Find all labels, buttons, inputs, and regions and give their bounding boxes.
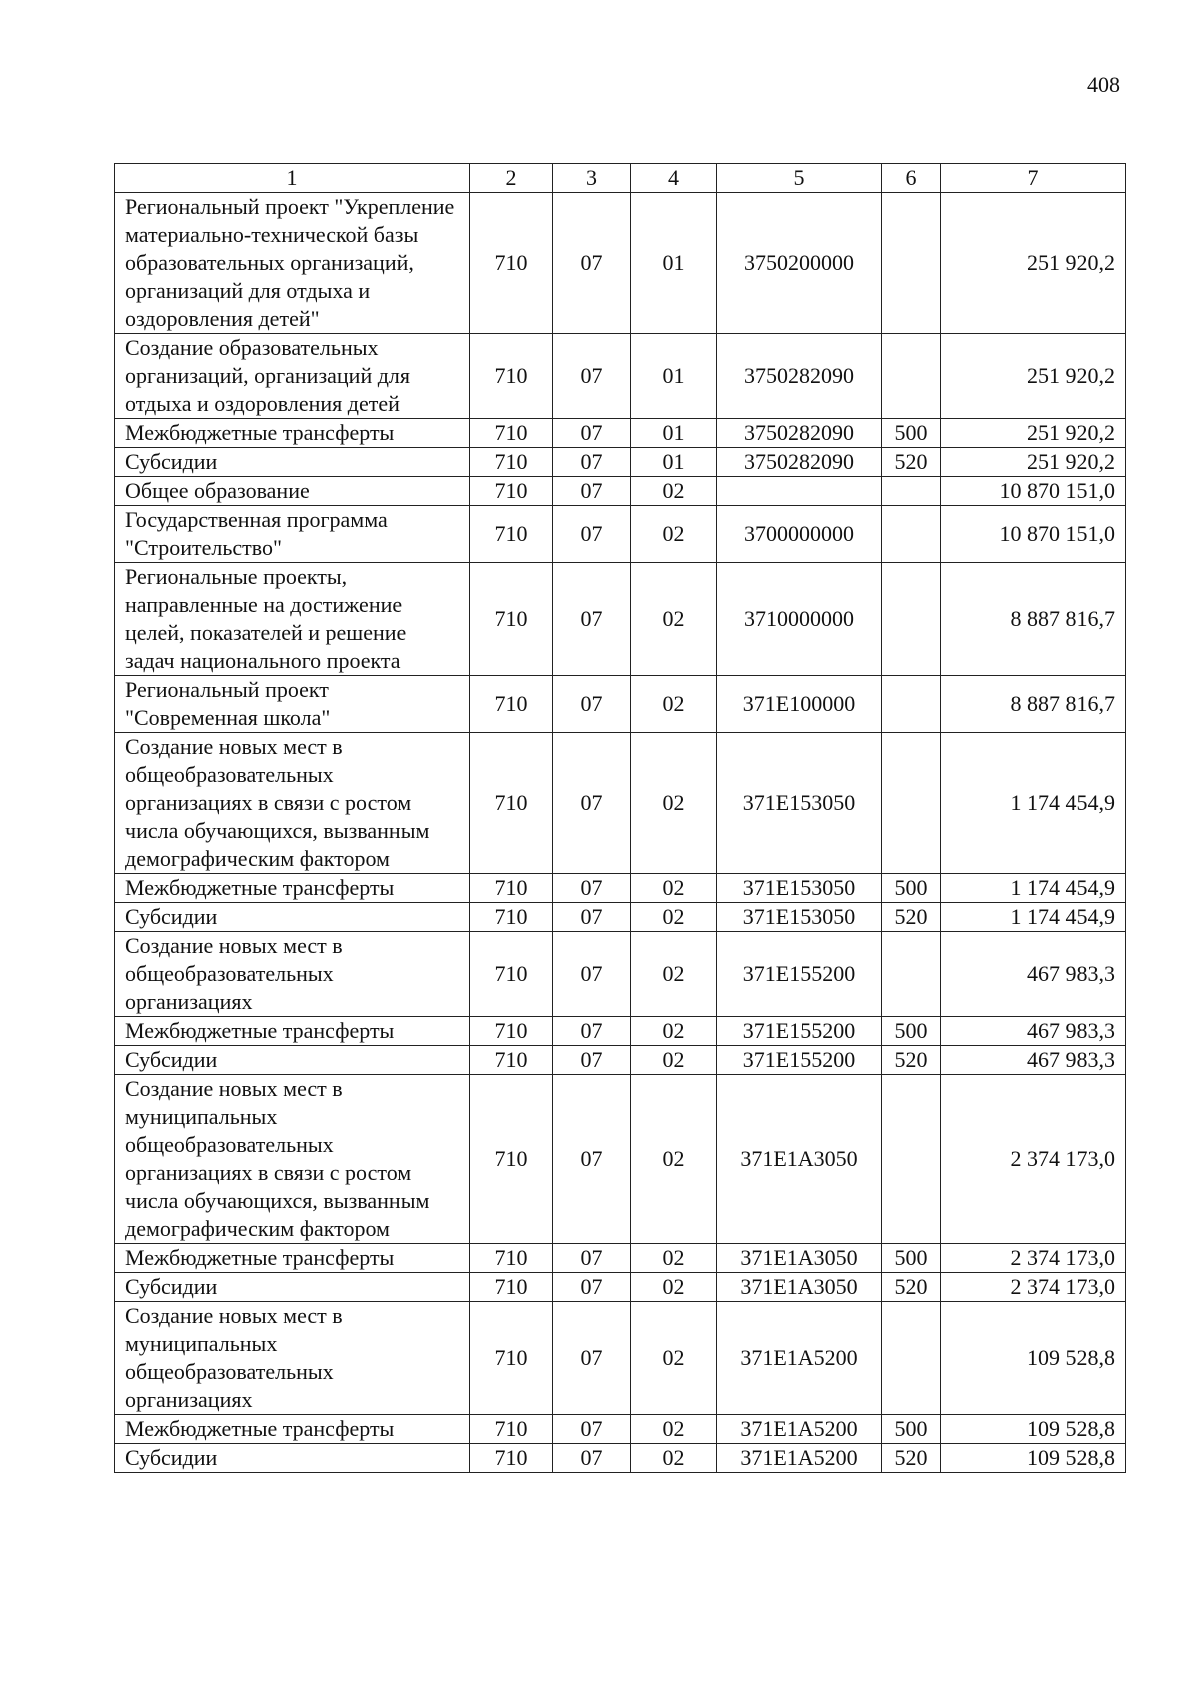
row-amount: 10 870 151,0 [941,506,1126,563]
row-name: Межбюджетные трансферты [115,1017,470,1046]
header-cell-1: 1 [115,164,470,193]
table-row [115,1444,1126,1473]
row-subsection: 02 [631,1415,717,1444]
row-section: 07 [553,1046,631,1075]
row-admin-code: 710 [470,1302,553,1415]
row-target-code: 371E1A3050 [717,1244,882,1273]
row-name: Создание образовательных организаций, организаций для отдыха и оздоровления детей [115,334,470,419]
row-target-code: 3750200000 [717,193,882,334]
row-target-code: 371E155200 [717,1017,882,1046]
row-target-code: 371E1A5200 [717,1415,882,1444]
row-subsection: 02 [631,477,717,506]
row-expense-type [882,733,941,874]
row-admin-code: 710 [470,1444,553,1473]
row-section: 07 [553,874,631,903]
row-amount: 467 983,3 [941,1017,1126,1046]
row-name: Создание новых мест в муниципальных общеобразовательных организациях в связи с ростом числа обучающихся, вызванным демографическим фактором [115,1075,470,1244]
row-subsection: 02 [631,1273,717,1302]
row-section: 07 [553,1444,631,1473]
row-name: Общее образование [115,477,470,506]
header-cell-3: 3 [553,164,631,193]
table-row [115,1273,1126,1302]
row-expense-type: 520 [882,1444,941,1473]
row-target-code: 371E1A5200 [717,1444,882,1473]
row-amount: 109 528,8 [941,1444,1126,1473]
row-admin-code: 710 [470,932,553,1017]
row-expense-type [882,193,941,334]
row-amount: 8 887 816,7 [941,676,1126,733]
row-expense-type: 520 [882,448,941,477]
row-name: Субсидии [115,448,470,477]
row-target-code: 371E100000 [717,676,882,733]
row-expense-type [882,932,941,1017]
row-amount: 2 374 173,0 [941,1273,1126,1302]
row-subsection: 02 [631,1302,717,1415]
row-admin-code: 710 [470,1244,553,1273]
row-subsection: 02 [631,1075,717,1244]
table-row [115,932,1126,1017]
row-name: Государственная программа "Строительство" [115,506,470,563]
row-target-code: 3750282090 [717,334,882,419]
row-name: Создание новых мест в общеобразовательных организациях [115,932,470,1017]
row-subsection: 02 [631,1017,717,1046]
header-row [115,164,1126,193]
row-admin-code: 710 [470,193,553,334]
row-subsection: 02 [631,1046,717,1075]
row-expense-type [882,506,941,563]
row-name: Субсидии [115,1046,470,1075]
budget-table [114,163,1126,1473]
row-admin-code: 710 [470,448,553,477]
row-amount: 1 174 454,9 [941,903,1126,932]
row-section: 07 [553,1415,631,1444]
row-target-code: 3750282090 [717,448,882,477]
row-expense-type [882,676,941,733]
row-admin-code: 710 [470,1415,553,1444]
header-cell-4: 4 [631,164,717,193]
row-admin-code: 710 [470,874,553,903]
table-row [115,1017,1126,1046]
row-subsection: 02 [631,932,717,1017]
row-expense-type: 500 [882,1017,941,1046]
row-subsection: 02 [631,1444,717,1473]
row-amount: 467 983,3 [941,1046,1126,1075]
row-subsection: 02 [631,506,717,563]
row-target-code: 371E153050 [717,903,882,932]
row-name: Межбюджетные трансферты [115,1415,470,1444]
table-row [115,874,1126,903]
row-section: 07 [553,419,631,448]
row-section: 07 [553,1273,631,1302]
row-expense-type [882,563,941,676]
header-cell-5: 5 [717,164,882,193]
row-section: 07 [553,932,631,1017]
row-name: Межбюджетные трансферты [115,1244,470,1273]
row-admin-code: 710 [470,676,553,733]
row-section: 07 [553,448,631,477]
row-target-code: 371E1A3050 [717,1273,882,1302]
table-row [115,448,1126,477]
row-section: 07 [553,1302,631,1415]
row-name: Региональные проекты, направленные на достижение целей, показателей и решение задач национального проекта [115,563,470,676]
row-name: Региональный проект "Современная школа" [115,676,470,733]
row-expense-type [882,1075,941,1244]
header-cell-7: 7 [941,164,1126,193]
table-row [115,1075,1126,1244]
row-amount: 467 983,3 [941,932,1126,1017]
row-name: Субсидии [115,1273,470,1302]
row-subsection: 02 [631,903,717,932]
row-admin-code: 710 [470,334,553,419]
row-expense-type: 500 [882,1244,941,1273]
row-section: 07 [553,506,631,563]
row-target-code: 371E153050 [717,874,882,903]
row-name: Создание новых мест в общеобразовательных организациях в связи с ростом числа обучающихся, вызванным демографическим фактором [115,733,470,874]
row-expense-type: 520 [882,1273,941,1302]
row-section: 07 [553,1017,631,1046]
row-amount: 109 528,8 [941,1415,1126,1444]
row-admin-code: 710 [470,1017,553,1046]
row-amount: 251 920,2 [941,419,1126,448]
row-name: Создание новых мест в муниципальных общеобразовательных организациях [115,1302,470,1415]
row-admin-code: 710 [470,477,553,506]
row-target-code: 3750282090 [717,419,882,448]
table-body [115,193,1126,1473]
row-section: 07 [553,676,631,733]
row-name: Субсидии [115,1444,470,1473]
table-row [115,1244,1126,1273]
table-row [115,506,1126,563]
row-admin-code: 710 [470,903,553,932]
row-target-code: 3710000000 [717,563,882,676]
row-target-code: 371E155200 [717,1046,882,1075]
row-expense-type: 500 [882,1415,941,1444]
row-section: 07 [553,477,631,506]
row-expense-type [882,1302,941,1415]
row-section: 07 [553,193,631,334]
row-name: Субсидии [115,903,470,932]
table-row [115,1302,1126,1415]
table-row [115,733,1126,874]
row-section: 07 [553,733,631,874]
row-expense-type: 500 [882,874,941,903]
row-name: Межбюджетные трансферты [115,874,470,903]
row-subsection: 02 [631,563,717,676]
table-row [115,1415,1126,1444]
row-admin-code: 710 [470,1075,553,1244]
row-target-code: 371E153050 [717,733,882,874]
row-amount: 1 174 454,9 [941,733,1126,874]
row-subsection: 02 [631,1244,717,1273]
row-amount: 251 920,2 [941,334,1126,419]
row-expense-type: 520 [882,1046,941,1075]
row-expense-type [882,334,941,419]
table-row [115,477,1126,506]
row-admin-code: 710 [470,419,553,448]
row-expense-type: 500 [882,419,941,448]
row-section: 07 [553,903,631,932]
row-subsection: 01 [631,419,717,448]
row-target-code: 371E155200 [717,932,882,1017]
row-subsection: 01 [631,448,717,477]
row-target-code [717,477,882,506]
row-section: 07 [553,1075,631,1244]
row-expense-type: 520 [882,903,941,932]
row-section: 07 [553,334,631,419]
row-amount: 2 374 173,0 [941,1244,1126,1273]
table-row [115,563,1126,676]
row-target-code: 371E1A5200 [717,1302,882,1415]
row-admin-code: 710 [470,563,553,676]
row-name: Региональный проект "Укрепление материально-технической базы образовательных организаций, организаций для отдыха и оздоровления детей" [115,193,470,334]
row-expense-type [882,477,941,506]
header-cell-2: 2 [470,164,553,193]
table-row [115,676,1126,733]
row-amount: 109 528,8 [941,1302,1126,1415]
row-amount: 2 374 173,0 [941,1075,1126,1244]
table-row [115,419,1126,448]
table-row [115,903,1126,932]
row-target-code: 371E1A3050 [717,1075,882,1244]
row-target-code: 3700000000 [717,506,882,563]
table-row [115,334,1126,419]
row-amount: 10 870 151,0 [941,477,1126,506]
header-cell-6: 6 [882,164,941,193]
row-section: 07 [553,563,631,676]
row-admin-code: 710 [470,1046,553,1075]
row-subsection: 02 [631,874,717,903]
page-number: 408 [1087,72,1120,97]
row-subsection: 02 [631,733,717,874]
row-subsection: 01 [631,193,717,334]
row-admin-code: 710 [470,1273,553,1302]
row-subsection: 01 [631,334,717,419]
table-header [115,164,1126,193]
row-name: Межбюджетные трансферты [115,419,470,448]
table-row [115,193,1126,334]
table-row [115,1046,1126,1075]
row-subsection: 02 [631,676,717,733]
row-amount: 251 920,2 [941,448,1126,477]
row-amount: 8 887 816,7 [941,563,1126,676]
row-section: 07 [553,1244,631,1273]
row-admin-code: 710 [470,506,553,563]
row-amount: 251 920,2 [941,193,1126,334]
row-amount: 1 174 454,9 [941,874,1126,903]
row-admin-code: 710 [470,733,553,874]
